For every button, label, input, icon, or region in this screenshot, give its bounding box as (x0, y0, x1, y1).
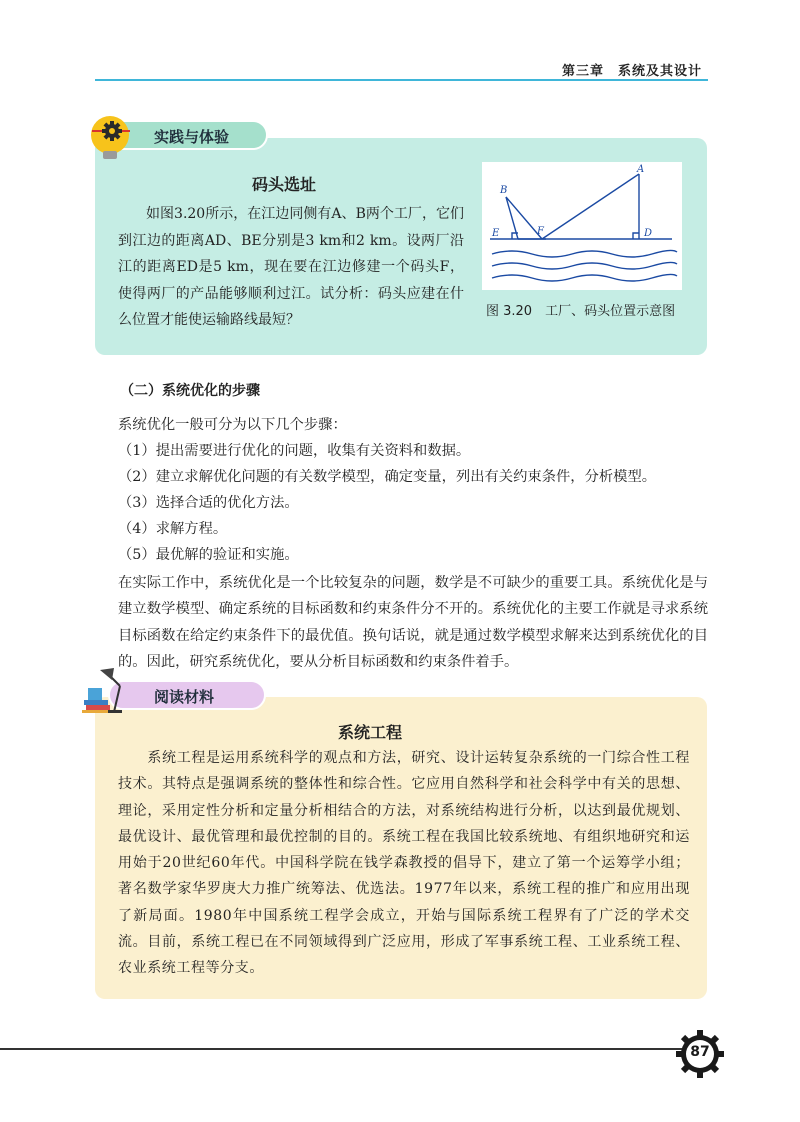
reading-lamp-books-icon (78, 664, 138, 714)
label-b: B (500, 185, 508, 196)
section-heading: （二）系统优化的步骤 (120, 383, 260, 399)
step-item: （1）提出需要进行优化的问题，收集有关资料和数据。 (118, 443, 471, 459)
reading-text: 系统工程是运用系统科学的观点和方法，研究、设计运转复杂系统的一门综合性工程技术。其特点是强调系统的整体性和综合性。它应用自然科学和社会科学中有关的思想、理论，采用定性分析和定量分析相结合的方法，对系统结构进行分析，以达到最优规划、最优设计、最优管理和最优控制的目的。系统工程在我国比较系统地、有组织地研究和运用始于20世纪60年代。中国科学院在钱学森教授的倡导下，建立了第一个运筹学小组；著名数学家华罗庚大力推广统筹法、优选法。1977年以来，系统工程的推广和应用出现了新局面。1980年中国系统工程学会成立，开始与国际系统工程界有了广泛的学术交流。目前，系统工程已在不同领域得到广泛应用，形成了军事系统工程、工业系统工程、农业系统工程等分支。 (118, 750, 690, 977)
practice-text: 如图3.20所示，在江边同侧有A、B两个工厂，它们到江边的距离AD、BE分别是3 km和2 km。设两厂沿江的距离ED是5 km，现在要在江边修建一个码头F，使得两厂的产品能够顺利过江。试分析：码头应建在什么位置才能使运输路线最短？ (118, 206, 464, 328)
dock-location-figure (482, 162, 682, 290)
label-f: F (537, 226, 544, 237)
reading-tag: 阅读材料 (108, 680, 266, 710)
step-item: （4）求解方程。 (118, 521, 228, 537)
practice-tag: 实践与体验 (108, 120, 268, 150)
label-a: A (637, 164, 645, 175)
label-d: D (644, 228, 653, 239)
figure-caption: 图 3.20 工厂、码头位置示意图 (486, 304, 676, 319)
header-divider (95, 79, 708, 81)
steps-intro: 系统优化一般可分为以下几个步骤： (118, 417, 347, 433)
section-paragraph: 在实际工作中，系统优化是一个比较复杂的问题，数学是不可缺少的重要工具。系统优化是与建立数学模型、确定系统的目标函数和约束条件分不开的。系统优化的主要工作就是寻求系统目标函数在给定约束条件下的最优值。换句话说，就是通过数学模型求解来达到系统优化的目的。因此，研究系统优化，要从分析目标函数和约束条件着手。 (118, 575, 708, 671)
label-e: E (492, 228, 500, 239)
page-number: 87 (690, 1044, 710, 1060)
footer-divider (0, 1048, 690, 1050)
step-item: （3）选择合适的优化方法。 (118, 495, 299, 511)
practice-title: 码头选址 (252, 175, 317, 194)
step-item: （2）建立求解优化问题的有关数学模型，确定变量，列出有关约束条件，分析模型。 (118, 469, 657, 485)
line-fa (542, 174, 639, 239)
lightbulb-gear-icon (88, 113, 136, 161)
reading-title: 系统工程 (338, 723, 403, 742)
step-item: （5）最优解的验证和实施。 (118, 547, 299, 563)
chapter-title: 第三章 系统及其设计 (561, 64, 702, 79)
